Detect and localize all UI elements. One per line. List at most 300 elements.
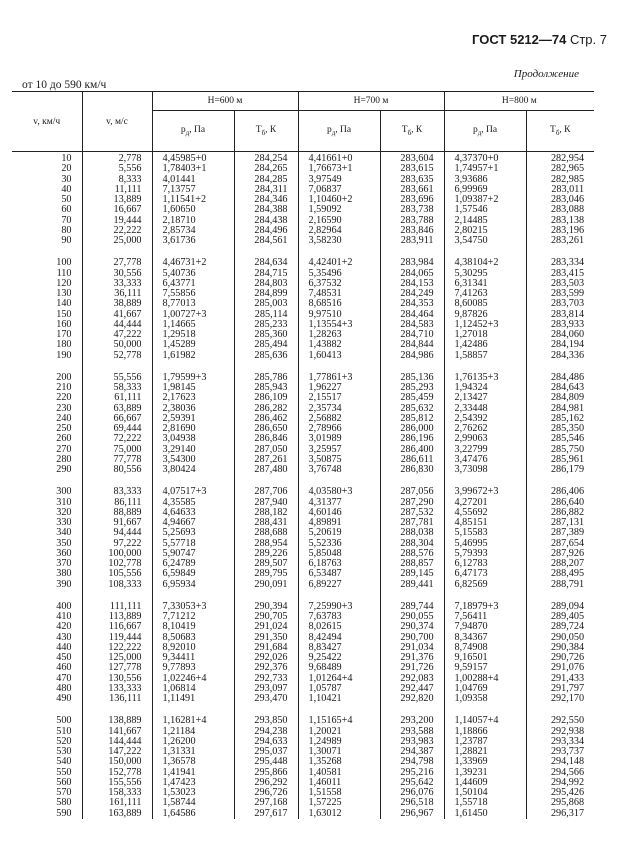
table-cell: 108,333 (82, 580, 152, 590)
table-cell: 2,99063 (444, 434, 526, 444)
table-cell: 292,026 (234, 653, 298, 663)
col-header-pressure: $p_д$, Па (444, 111, 526, 152)
table-row (12, 602, 594, 612)
table-cell: 284,254 (234, 152, 298, 165)
table-cell: 1,21184 (152, 727, 234, 737)
table-cell: 1,02246+4 (152, 674, 234, 684)
table-cell: 1,57225 (298, 798, 380, 808)
table-cell: 294,238 (234, 727, 298, 737)
table-cell: 1,42486 (444, 340, 526, 350)
table-cell: 27,778 (82, 258, 152, 268)
table-cell: 55,556 (82, 373, 152, 383)
table-row (12, 320, 594, 330)
table-cell: 5,57718 (152, 539, 234, 549)
table-cell: 295,216 (380, 768, 444, 778)
table-cell: 6,89227 (298, 580, 380, 590)
table-cell: 286,830 (380, 465, 444, 475)
table-cell: 1,12452+3 (444, 320, 526, 330)
table-cell: 291,350 (234, 633, 298, 643)
table-cell: 8,333 (82, 175, 152, 185)
table-cell: 144,444 (82, 737, 152, 747)
table-cell: 8,50683 (152, 633, 234, 643)
table-cell: 2,38036 (152, 404, 234, 414)
table-cell: 285,636 (234, 351, 298, 361)
table-cell: 295,037 (234, 747, 298, 757)
table-cell: 1,18866 (444, 727, 526, 737)
table-cell: 380 (56, 568, 72, 580)
table-cell: 1,53023 (152, 788, 234, 798)
table-cell: 90 (61, 235, 72, 246)
col-header-h600: H=600 м (152, 92, 298, 111)
table-cell: 2,56882 (298, 414, 380, 424)
table-cell: 410 (56, 611, 72, 622)
table-cell: 8,34367 (444, 633, 526, 643)
table-cell: 450 (56, 652, 72, 663)
table-cell: 291,684 (234, 643, 298, 653)
table-cell: 1,16281+4 (152, 716, 234, 726)
table-cell: 7,63783 (298, 612, 380, 622)
table-row (12, 236, 594, 246)
table-cell: 2,81690 (152, 424, 234, 434)
table-row (12, 612, 594, 622)
table-row (12, 663, 594, 673)
table-cell: 284,194 (526, 340, 594, 350)
table-cell: 5,25693 (152, 528, 234, 538)
table-cell: 284,634 (234, 258, 298, 268)
table-cell: 3,97549 (298, 175, 380, 185)
standard-number: ГОСТ 5212—74 (472, 32, 567, 47)
table-row (12, 580, 594, 590)
table-cell: 283,615 (380, 164, 444, 174)
table-cell: 4,46731+2 (152, 258, 234, 268)
col-header-temperature: $T_б$, К (526, 111, 594, 152)
table-cell: 2,59391 (152, 414, 234, 424)
table-cell: 2,778 (82, 152, 152, 165)
group-spacer (12, 704, 594, 716)
table-cell: 4,37370+0 (444, 152, 526, 165)
table-cell: 100 (56, 257, 72, 269)
table-cell: 288,857 (380, 559, 444, 569)
table-cell: 8,02615 (298, 622, 380, 632)
col-header-speed-kmh: v, км/ч (12, 92, 82, 152)
table-cell: 1,77861+3 (298, 373, 380, 383)
table-cell: 283,503 (526, 279, 594, 289)
table-cell: 290,394 (234, 602, 298, 612)
table-cell: 283,046 (526, 195, 594, 205)
table-cell: 286,179 (526, 465, 594, 475)
table-cell: 460 (56, 662, 72, 674)
table-cell: 1,76135+3 (444, 373, 526, 383)
table-cell: 1,24989 (298, 737, 380, 747)
table-row (12, 737, 594, 747)
group-spacer (12, 590, 594, 602)
table-row (12, 549, 594, 559)
table-cell: 13,889 (82, 195, 152, 205)
table-cell: 127,778 (82, 663, 152, 673)
table-cell: 138,889 (82, 716, 152, 726)
table-cell: 2,16590 (298, 216, 380, 226)
table-cell: 4,85151 (444, 518, 526, 528)
table-cell: 289,094 (526, 602, 594, 612)
table-cell: 41,667 (82, 310, 152, 320)
table-row (12, 633, 594, 643)
table-cell: 33,333 (82, 279, 152, 289)
table-cell: 4,01441 (152, 175, 234, 185)
table-cell: 283,788 (380, 216, 444, 226)
table-cell: 390 (56, 578, 72, 590)
table-cell: 8,60085 (444, 299, 526, 309)
table-cell: 290 (56, 464, 72, 475)
table-cell: 4,55692 (444, 508, 526, 518)
table-cell: 83,333 (82, 487, 152, 497)
table-cell: 520 (56, 735, 72, 747)
table-cell: 500 (56, 715, 72, 727)
table-cell: 1,58744 (152, 798, 234, 808)
table-cell: 210 (56, 382, 72, 393)
table-cell: 4,35585 (152, 498, 234, 508)
table-cell: 1,41941 (152, 768, 234, 778)
table-cell: 86,111 (82, 498, 152, 508)
table-cell: 288,791 (526, 580, 594, 590)
table-cell: 150 (56, 308, 72, 320)
table-row (12, 424, 594, 434)
table-cell: 293,097 (234, 684, 298, 694)
table-cell: 282,965 (526, 164, 594, 174)
table-cell: 2,17623 (152, 393, 234, 403)
table-cell: 6,99969 (444, 185, 526, 195)
table-cell: 291,076 (526, 663, 594, 673)
table-cell: 1,27018 (444, 330, 526, 340)
table-row (12, 569, 594, 579)
table-cell: 6,12783 (444, 559, 526, 569)
table-cell: 286,640 (526, 498, 594, 508)
table-cell: 286,406 (526, 487, 594, 497)
table-row (12, 195, 594, 205)
table-cell: 2,15517 (298, 393, 380, 403)
table-cell: 290,384 (526, 643, 594, 653)
table-cell: 296,518 (380, 798, 444, 808)
table-cell: 285,162 (526, 414, 594, 424)
table-cell: 283,911 (380, 236, 444, 246)
table-cell: 3,73098 (444, 465, 526, 475)
table-row (12, 269, 594, 279)
table-cell: 295,866 (234, 768, 298, 778)
table-cell: 150,000 (82, 757, 152, 767)
table-cell: 1,33969 (444, 757, 526, 767)
table-cell: 287,926 (526, 549, 594, 559)
table-cell: 1,51558 (298, 788, 380, 798)
table-row (12, 258, 594, 268)
table-cell: 72,222 (82, 434, 152, 444)
table-cell: 133,333 (82, 684, 152, 694)
table-cell: 292,083 (380, 674, 444, 684)
table-cell: 540 (56, 756, 72, 768)
table-cell: 294,148 (526, 757, 594, 767)
table-cell: 285,750 (526, 445, 594, 455)
speed-range-label: от 10 до 590 км/ч (22, 79, 107, 91)
table-cell: 61,111 (82, 393, 152, 403)
table-cell: 284,065 (380, 269, 444, 279)
table-cell: 6,95934 (152, 580, 234, 590)
table-cell: 9,59157 (444, 663, 526, 673)
table-cell: 440 (56, 641, 72, 653)
table-cell: 286,000 (380, 424, 444, 434)
table-cell: 294,633 (234, 737, 298, 747)
table-cell: 66,667 (82, 414, 152, 424)
table-cell: 1,40581 (298, 768, 380, 778)
table-row (12, 694, 594, 704)
table-cell: 283,196 (526, 226, 594, 236)
table-cell: 94,444 (82, 528, 152, 538)
table-cell: 7,55856 (152, 289, 234, 299)
table-cell: 1,01264+4 (298, 674, 380, 684)
table-body (12, 152, 594, 819)
table-cell: 1,00727+3 (152, 310, 234, 320)
table-cell: 1,61450 (444, 809, 526, 819)
table-cell: 4,94667 (152, 518, 234, 528)
table-cell: 290,050 (526, 633, 594, 643)
table-cell: 292,820 (380, 694, 444, 704)
table-cell: 288,182 (234, 508, 298, 518)
table-cell: 160 (56, 318, 72, 330)
table-cell: 285,961 (526, 455, 594, 465)
table-cell: 9,77893 (152, 663, 234, 673)
table-cell: 1,09387+2 (444, 195, 526, 205)
col-header-h700: H=700 м (298, 92, 444, 111)
table-cell: 1,36578 (152, 757, 234, 767)
table-cell: 293,983 (380, 737, 444, 747)
table-cell: 340 (56, 527, 72, 539)
table-cell: 287,389 (526, 528, 594, 538)
table-cell: 1,20021 (298, 727, 380, 737)
table-cell: 284,285 (234, 175, 298, 185)
col-header-speed-ms: v, м/с (82, 92, 152, 152)
table-cell: 290,726 (526, 653, 594, 663)
table-cell: 60 (61, 204, 72, 216)
table-cell: 1,45289 (152, 340, 234, 350)
table-cell: 287,050 (234, 445, 298, 455)
table-cell: 122,222 (82, 643, 152, 653)
table-cell: 530 (56, 746, 72, 757)
table-cell: 63,889 (82, 404, 152, 414)
table-cell: 3,54300 (152, 455, 234, 465)
table-cell: 291,376 (380, 653, 444, 663)
table-cell: 294,992 (526, 778, 594, 788)
table-cell: 288,304 (380, 539, 444, 549)
table-cell: 284,986 (380, 351, 444, 361)
table-cell: 287,131 (526, 518, 594, 528)
table-cell: 297,617 (234, 809, 298, 819)
table-cell: 560 (56, 776, 72, 788)
table-cell: 289,744 (380, 602, 444, 612)
table-cell: 285,350 (526, 424, 594, 434)
table-cell: 1,35268 (298, 757, 380, 767)
table-cell: 280 (56, 453, 72, 465)
table-cell: 330 (56, 517, 72, 528)
table-cell: 163,889 (82, 809, 152, 819)
table-cell: 284,809 (526, 393, 594, 403)
table-row (12, 622, 594, 632)
table-cell: 286,650 (234, 424, 298, 434)
table-cell: 296,967 (380, 809, 444, 819)
table-cell: 111,111 (82, 602, 152, 612)
table-cell: 1,23787 (444, 737, 526, 747)
table-cell: 289,145 (380, 569, 444, 579)
table-cell: 1,96227 (298, 383, 380, 393)
table-cell: 1,43882 (298, 340, 380, 350)
table-cell: 283,138 (526, 216, 594, 226)
table-cell: 285,459 (380, 393, 444, 403)
table-cell: 1,11491 (152, 694, 234, 704)
table-cell: 1,15165+4 (298, 716, 380, 726)
table-row (12, 216, 594, 226)
table-cell: 102,778 (82, 559, 152, 569)
table-cell: 5,30295 (444, 269, 526, 279)
table-cell: 288,495 (526, 569, 594, 579)
table-cell: 1,10460+2 (298, 195, 380, 205)
table-cell: 250 (56, 423, 72, 434)
table-cell: 292,170 (526, 694, 594, 704)
table-cell: 510 (56, 725, 72, 737)
table-cell: 80 (61, 224, 72, 236)
table-cell: 119,444 (82, 633, 152, 643)
table-cell: 289,507 (234, 559, 298, 569)
table-cell: 291,433 (526, 674, 594, 684)
table-cell: 1,78403+1 (152, 164, 234, 174)
table-cell: 286,282 (234, 404, 298, 414)
col-header-temperature: $T_б$, К (234, 111, 298, 152)
atmosphere-table (12, 91, 594, 819)
table-cell: 284,486 (526, 373, 594, 383)
table-cell: 136,111 (82, 694, 152, 704)
table-cell: 300 (56, 486, 72, 498)
table-cell: 286,109 (234, 393, 298, 403)
table-cell: 5,20619 (298, 528, 380, 538)
table-cell: 282,985 (526, 175, 594, 185)
table-cell: 75,000 (82, 445, 152, 455)
table-cell: 147,222 (82, 747, 152, 757)
table-cell: 8,92010 (152, 643, 234, 653)
table-cell: 310 (56, 496, 72, 508)
table-cell: 292,376 (234, 663, 298, 673)
table-cell: 113,889 (82, 612, 152, 622)
table-cell: 130 (56, 288, 72, 299)
table-cell: 288,207 (526, 559, 594, 569)
table-cell: 1,44609 (444, 778, 526, 788)
table-cell: 283,599 (526, 289, 594, 299)
table-cell: 400 (56, 600, 72, 612)
table-cell: 110 (56, 267, 72, 279)
table-cell: 2,13427 (444, 393, 526, 403)
table-cell: 282,954 (526, 152, 594, 165)
table-cell: 285,812 (380, 414, 444, 424)
table-cell: 6,82569 (444, 580, 526, 590)
table-cell: 4,27201 (444, 498, 526, 508)
table-cell: 290,705 (234, 612, 298, 622)
table-cell: 4,60146 (298, 508, 380, 518)
table-cell: 295,642 (380, 778, 444, 788)
table-row (12, 226, 594, 236)
table-row (12, 809, 594, 819)
table-cell: 283,703 (526, 299, 594, 309)
table-cell: 161,111 (82, 798, 152, 808)
table-cell: 286,882 (526, 508, 594, 518)
table-cell: 5,556 (82, 164, 152, 174)
table-cell: 3,80424 (152, 465, 234, 475)
table-cell: 296,292 (234, 778, 298, 788)
table-row (12, 508, 594, 518)
table-cell: 2,33448 (444, 404, 526, 414)
table-cell: 2,14485 (444, 216, 526, 226)
table-cell: 16,667 (82, 205, 152, 215)
table-cell: 296,076 (380, 788, 444, 798)
table-cell: 291,726 (380, 663, 444, 673)
table-cell: 77,778 (82, 455, 152, 465)
table-cell: 8,10419 (152, 622, 234, 632)
table-cell: 288,038 (380, 528, 444, 538)
table-cell: 1,59092 (298, 205, 380, 215)
table-row (12, 559, 594, 569)
table-cell: 155,556 (82, 778, 152, 788)
table-cell: 3,01989 (298, 434, 380, 444)
table-cell: 220 (56, 392, 72, 404)
table-cell: 284,336 (526, 351, 594, 361)
table-cell: 4,31377 (298, 498, 380, 508)
table-cell: 289,226 (234, 549, 298, 559)
table-cell: 550 (56, 766, 72, 778)
table-cell: 70 (61, 214, 72, 226)
group-spacer (12, 361, 594, 373)
table-cell: 284,496 (234, 226, 298, 236)
table-row (12, 373, 594, 383)
table-cell: 284,715 (234, 269, 298, 279)
table-cell: 291,034 (380, 643, 444, 653)
table-cell: 5,79393 (444, 549, 526, 559)
table-cell: 287,706 (234, 487, 298, 497)
table-cell: 3,61736 (152, 236, 234, 246)
table-cell: 120 (56, 277, 72, 289)
table-cell: 284,981 (526, 404, 594, 414)
table-cell: 284,353 (380, 299, 444, 309)
table-cell: 285,546 (526, 434, 594, 444)
table-cell: 293,588 (380, 727, 444, 737)
table-cell: 5,15583 (444, 528, 526, 538)
table-cell: 286,846 (234, 434, 298, 444)
table-cell: 2,18710 (152, 216, 234, 226)
table-cell: 289,441 (380, 580, 444, 590)
table-cell: 370 (56, 558, 72, 569)
table-cell: 1,10421 (298, 694, 380, 704)
table-cell: 80,556 (82, 465, 152, 475)
table-cell: 285,003 (234, 299, 298, 309)
table-cell: 3,54750 (444, 236, 526, 246)
table-cell: 7,94870 (444, 622, 526, 632)
table-cell: 20 (61, 163, 72, 175)
table-cell: 570 (56, 787, 72, 798)
table-cell: 284,583 (380, 320, 444, 330)
table-cell: 8,42494 (298, 633, 380, 643)
table-cell: 430 (56, 631, 72, 643)
table-row (12, 674, 594, 684)
table-cell: 296,726 (234, 788, 298, 798)
table-cell: 2,35734 (298, 404, 380, 414)
table-cell: 320 (56, 506, 72, 518)
table-cell: 283,604 (380, 152, 444, 165)
group-spacer (12, 475, 594, 487)
table-cell: 1,79599+3 (152, 373, 234, 383)
table-cell: 50,000 (82, 340, 152, 350)
table-cell: 5,52336 (298, 539, 380, 549)
